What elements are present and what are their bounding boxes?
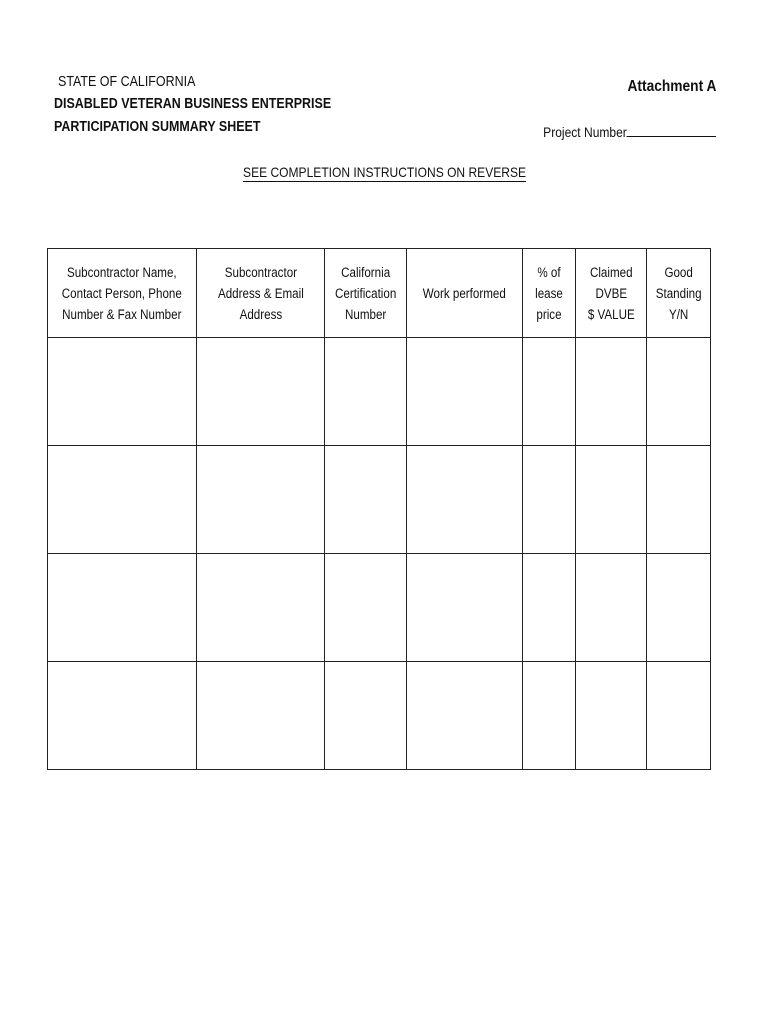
table-row xyxy=(48,338,711,446)
table-cell[interactable] xyxy=(523,662,576,770)
column-header-subcontractor-address: Subcontractor Address & Email Address xyxy=(197,249,325,338)
completion-instructions: SEE COMPLETION INSTRUCTIONS ON REVERSE xyxy=(243,164,527,180)
table-header-row xyxy=(48,249,711,338)
column-header-lease-price: % of lease price xyxy=(523,249,576,338)
table-cell[interactable] xyxy=(523,338,576,446)
table-cell[interactable] xyxy=(407,554,523,662)
table-cell[interactable] xyxy=(197,338,325,446)
column-header-good-standing: Good Standing Y/N xyxy=(647,249,711,338)
table-cell[interactable] xyxy=(407,338,523,446)
state-label: STATE OF CALIFORNIA xyxy=(58,74,196,90)
table-cell[interactable] xyxy=(647,446,711,554)
table-cell[interactable] xyxy=(325,446,407,554)
table-cell[interactable] xyxy=(48,338,197,446)
table-cell[interactable] xyxy=(523,554,576,662)
table-cell[interactable] xyxy=(48,446,197,554)
table-cell[interactable] xyxy=(407,446,523,554)
form-title-line-1: DISABLED VETERAN BUSINESS ENTERPRISE xyxy=(54,96,332,112)
table-cell[interactable] xyxy=(647,338,711,446)
table-cell[interactable] xyxy=(325,554,407,662)
table-cell[interactable] xyxy=(576,446,647,554)
column-header-subcontractor-name: Subcontractor Name, Contact Person, Phone Number & Fax Number xyxy=(48,249,197,338)
participation-table xyxy=(47,248,711,770)
project-number-field[interactable] xyxy=(515,122,716,140)
column-header-certification-number: California Certification Number xyxy=(325,249,407,338)
table-cell[interactable] xyxy=(576,554,647,662)
table-row xyxy=(48,662,711,770)
table-cell[interactable] xyxy=(576,338,647,446)
table-cell[interactable] xyxy=(647,662,711,770)
column-header-work-performed: Work performed xyxy=(407,249,523,338)
table-cell[interactable] xyxy=(647,554,711,662)
table-cell[interactable] xyxy=(48,662,197,770)
table-cell[interactable] xyxy=(576,662,647,770)
column-header-dvbe-value: Claimed DVBE $ VALUE xyxy=(576,249,647,338)
table-cell[interactable] xyxy=(523,446,576,554)
project-number-blank[interactable] xyxy=(627,122,716,137)
table-cell[interactable] xyxy=(197,554,325,662)
table-cell[interactable] xyxy=(325,338,407,446)
table-row xyxy=(48,446,711,554)
table-cell[interactable] xyxy=(197,446,325,554)
table-cell[interactable] xyxy=(48,554,197,662)
table-cell[interactable] xyxy=(325,662,407,770)
table-cell[interactable] xyxy=(197,662,325,770)
table-cell[interactable] xyxy=(407,662,523,770)
table-row xyxy=(48,554,711,662)
attachment-label: Attachment A xyxy=(627,78,716,95)
project-number-label: Project Number xyxy=(542,124,627,140)
form-title-line-2: PARTICIPATION SUMMARY SHEET xyxy=(54,119,261,135)
